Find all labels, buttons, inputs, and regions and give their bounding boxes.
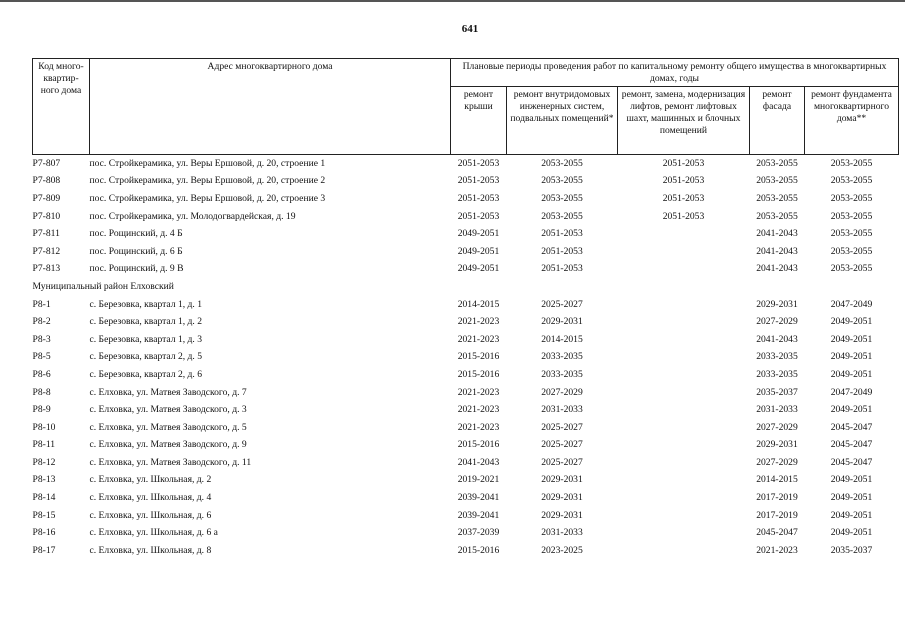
engineering-period: 2033-2035	[541, 351, 583, 363]
facade-period: 2027-2029	[756, 316, 798, 328]
foundation-period: 2053-2055	[830, 192, 873, 204]
house-code: Р8-15	[32, 509, 56, 521]
engineering-period: 2025-2027	[541, 439, 583, 451]
facade-period: 2031-2033	[756, 404, 798, 416]
house-address: с. Елховка, ул. Матвея Заводского, д. 7	[89, 386, 247, 398]
lifts-period	[618, 472, 750, 490]
roof-period: 2015-2016	[457, 368, 500, 380]
header-lifts: ремонт, замена, модернизация лифтов, ремонт лифтовых шахт, машинных и блочных помещений	[618, 87, 750, 155]
roof-period: 2021-2023	[457, 421, 500, 433]
house-address: пос. Рощинский, д. 6 Б	[89, 245, 183, 257]
engineering-period: 2053-2055	[541, 210, 583, 222]
house-code: Р8-13	[32, 474, 56, 486]
house-address: с. Елховка, ул. Матвея Заводского, д. 9	[89, 439, 247, 451]
foundation-period: 2035-2037	[830, 544, 873, 556]
house-code: Р8-10	[32, 421, 56, 433]
header-roof: ремонт крыши	[451, 87, 507, 155]
engineering-period: 2031-2033	[541, 527, 583, 539]
house-code: Р8-17	[32, 544, 56, 556]
house-address: с. Елховка, ул. Матвея Заводского, д. 3	[89, 404, 247, 416]
foundation-period: 2045-2047	[830, 456, 873, 468]
house-code: Р7-812	[32, 245, 61, 257]
table-row	[33, 524, 899, 542]
engineering-period: 2029-2031	[541, 316, 583, 328]
foundation-period: 2049-2051	[830, 316, 873, 328]
house-code: Р8-12	[32, 456, 56, 468]
house-code: Р8-6	[32, 368, 51, 380]
lifts-period	[618, 366, 750, 384]
table-row	[33, 472, 899, 490]
house-address: с. Елховка, ул. Школьная, д. 6	[89, 509, 212, 521]
roof-period: 2021-2023	[457, 316, 500, 328]
lifts-period	[618, 489, 750, 507]
house-code: Р8-14	[32, 492, 56, 504]
roof-period: 2051-2053	[457, 157, 500, 169]
house-address: с. Березовка, квартал 2, д. 6	[89, 368, 203, 380]
house-address: с. Елховка, ул. Школьная, д. 4	[89, 492, 212, 504]
engineering-period: 2053-2055	[541, 157, 583, 169]
foundation-period: 2049-2051	[830, 474, 873, 486]
engineering-period: 2025-2027	[541, 298, 583, 310]
table-row	[33, 225, 899, 243]
house-address: с. Елховка, ул. Школьная, д. 6 а	[89, 527, 218, 539]
foundation-period: 2049-2051	[830, 527, 873, 539]
house-address: с. Елховка, ул. Матвея Заводского, д. 5	[89, 421, 247, 433]
roof-period: 2049-2051	[457, 228, 500, 240]
header-periods: Плановые периоды проведения работ по капитальному ремонту общего имущества в многоквартирных домах, годы	[451, 59, 899, 87]
table-row	[33, 173, 899, 191]
roof-period: 2021-2023	[457, 404, 500, 416]
roof-period: 2041-2043	[457, 456, 500, 468]
house-address: пос. Стройкерамика, ул. Веры Ершовой, д. 20, строение 1	[89, 157, 326, 169]
roof-period: 2015-2016	[457, 351, 500, 363]
header-foundation: ремонт фундамента многоквартирного дома**	[805, 87, 899, 155]
table-row	[33, 155, 899, 173]
facade-period: 2041-2043	[756, 263, 798, 275]
foundation-period: 2047-2049	[830, 298, 873, 310]
foundation-period: 2049-2051	[830, 492, 873, 504]
roof-period: 2051-2053	[457, 175, 500, 187]
lifts-period	[618, 401, 750, 419]
foundation-period: 2049-2051	[830, 368, 873, 380]
house-address: пос. Рощинский, д. 9 В	[89, 263, 184, 275]
lifts-period: 2051-2053	[662, 175, 705, 187]
house-code: Р8-3	[32, 333, 51, 345]
lifts-period	[618, 384, 750, 402]
header-code: Код много-квартир-ного дома	[33, 59, 90, 155]
table-row	[33, 401, 899, 419]
house-code: Р7-810	[32, 210, 61, 222]
facade-period: 2053-2055	[756, 175, 798, 187]
table-row	[33, 349, 899, 367]
facade-period: 2041-2043	[756, 333, 798, 345]
lifts-period	[618, 524, 750, 542]
engineering-period: 2025-2027	[541, 421, 583, 433]
facade-period: 2033-2035	[756, 368, 798, 380]
table-row	[33, 243, 899, 261]
facade-period: 2053-2055	[756, 157, 798, 169]
lifts-period	[618, 454, 750, 472]
table-row	[33, 542, 899, 560]
table-row	[33, 296, 899, 314]
foundation-period: 2053-2055	[830, 263, 873, 275]
house-code: Р7-807	[32, 157, 61, 169]
engineering-period: 2014-2015	[541, 333, 583, 345]
table-row	[33, 454, 899, 472]
lifts-period	[618, 419, 750, 437]
roof-period: 2049-2051	[457, 245, 500, 257]
header-engineering: ремонт внутридомовых инженерных систем, подвальных помещений*	[507, 87, 618, 155]
roof-period: 2039-2041	[457, 492, 500, 504]
house-code: Р7-808	[32, 175, 61, 187]
lifts-period	[618, 243, 750, 261]
engineering-period: 2053-2055	[541, 175, 583, 187]
foundation-period: 2053-2055	[830, 210, 873, 222]
lifts-period	[618, 261, 750, 279]
house-address: с. Березовка, квартал 1, д. 2	[89, 316, 203, 328]
facade-period: 2041-2043	[756, 228, 798, 240]
lifts-period: 2051-2053	[662, 192, 705, 204]
roof-period: 2039-2041	[457, 509, 500, 521]
roof-period: 2049-2051	[457, 263, 500, 275]
foundation-period: 2049-2051	[830, 333, 873, 345]
table-row	[33, 313, 899, 331]
roof-period: 2019-2021	[457, 474, 500, 486]
repair-schedule-table	[32, 58, 899, 560]
table-row	[33, 208, 899, 226]
table-row	[33, 507, 899, 525]
lifts-period	[618, 542, 750, 560]
facade-period: 2029-2031	[756, 439, 798, 451]
header-facade: ремонт фасада	[750, 87, 805, 155]
division-name: Муниципальный район Елховский	[32, 280, 174, 292]
engineering-period: 2031-2033	[541, 404, 583, 416]
table-row	[33, 261, 899, 279]
facade-period: 2053-2055	[756, 210, 798, 222]
engineering-period: 2051-2053	[541, 228, 583, 240]
foundation-period: 2053-2055	[830, 175, 873, 187]
house-address: с. Елховка, ул. Школьная, д. 2	[89, 474, 212, 486]
engineering-period: 2025-2027	[541, 456, 583, 468]
table-row	[33, 190, 899, 208]
facade-period: 2033-2035	[756, 351, 798, 363]
house-code: Р8-11	[32, 439, 56, 451]
house-code: Р8-8	[32, 386, 51, 398]
foundation-period: 2047-2049	[830, 386, 873, 398]
table-row	[33, 331, 899, 349]
house-code: Р8-2	[32, 316, 51, 328]
lifts-period: 2051-2053	[662, 210, 705, 222]
roof-period: 2015-2016	[457, 439, 500, 451]
house-code: Р8-16	[32, 527, 56, 539]
roof-period: 2021-2023	[457, 333, 500, 345]
foundation-period: 2053-2055	[830, 157, 873, 169]
page-number: 641	[461, 23, 479, 35]
foundation-period: 2049-2051	[830, 351, 873, 363]
top-rule	[0, 0, 905, 2]
facade-period: 2021-2023	[756, 544, 798, 556]
house-address: с. Елховка, ул. Матвея Заводского, д. 11	[89, 456, 252, 468]
roof-period: 2021-2023	[457, 386, 500, 398]
facade-period: 2029-2031	[756, 298, 798, 310]
house-code: Р7-809	[32, 192, 61, 204]
house-address: пос. Рощинский, д. 4 Б	[89, 228, 183, 240]
house-code: Р7-811	[32, 228, 60, 240]
lifts-period	[618, 313, 750, 331]
house-code: Р8-5	[32, 351, 51, 363]
lifts-period	[618, 507, 750, 525]
table-row	[33, 366, 899, 384]
engineering-period: 2033-2035	[541, 368, 583, 380]
lifts-period	[618, 331, 750, 349]
lifts-period: 2051-2053	[662, 157, 705, 169]
engineering-period: 2023-2025	[541, 544, 583, 556]
engineering-period: 2053-2055	[541, 192, 583, 204]
foundation-period: 2053-2055	[830, 245, 873, 257]
foundation-period: 2049-2051	[830, 509, 873, 521]
foundation-period: 2053-2055	[830, 228, 873, 240]
facade-period: 2027-2029	[756, 456, 798, 468]
roof-period: 2037-2039	[457, 527, 500, 539]
house-address: с. Елховка, ул. Школьная, д. 8	[89, 544, 212, 556]
facade-period: 2035-2037	[756, 386, 798, 398]
roof-period: 2051-2053	[457, 210, 500, 222]
house-code: Р8-1	[32, 298, 51, 310]
header-address: Адрес многоквартирного дома	[90, 59, 451, 155]
facade-period: 2017-2019	[756, 492, 798, 504]
house-code: Р8-9	[32, 404, 51, 416]
foundation-period: 2045-2047	[830, 421, 873, 433]
facade-period: 2014-2015	[756, 474, 798, 486]
engineering-period: 2051-2053	[541, 263, 583, 275]
foundation-period: 2045-2047	[830, 439, 873, 451]
lifts-period	[618, 437, 750, 455]
facade-period: 2027-2029	[756, 421, 798, 433]
engineering-period: 2029-2031	[541, 509, 583, 521]
table-row	[33, 419, 899, 437]
lifts-period	[618, 296, 750, 314]
engineering-period: 2051-2053	[541, 245, 583, 257]
table-header	[33, 59, 899, 155]
lifts-period	[618, 225, 750, 243]
table-row	[33, 437, 899, 455]
foundation-period: 2049-2051	[830, 404, 873, 416]
roof-period: 2014-2015	[457, 298, 500, 310]
house-code: Р7-813	[32, 263, 61, 275]
roof-period: 2051-2053	[457, 192, 500, 204]
roof-period: 2015-2016	[457, 544, 500, 556]
facade-period: 2045-2047	[756, 527, 798, 539]
house-address: с. Березовка, квартал 2, д. 5	[89, 351, 203, 363]
house-address: пос. Стройкерамика, ул. Веры Ершовой, д. 20, строение 2	[89, 175, 326, 187]
facade-period: 2053-2055	[756, 192, 798, 204]
facade-period: 2041-2043	[756, 245, 798, 257]
facade-period: 2017-2019	[756, 509, 798, 521]
engineering-period: 2027-2029	[541, 386, 583, 398]
house-address: с. Березовка, квартал 1, д. 1	[89, 298, 203, 310]
table-row	[33, 384, 899, 402]
table-body	[33, 155, 899, 560]
lifts-period	[618, 349, 750, 367]
house-address: пос. Стройкерамика, ул. Молодогвардейская, д. 19	[89, 210, 296, 222]
house-address: пос. Стройкерамика, ул. Веры Ершовой, д. 20, строение 3	[89, 192, 326, 204]
engineering-period: 2029-2031	[541, 474, 583, 486]
table-row	[33, 489, 899, 507]
house-address: с. Березовка, квартал 1, д. 3	[89, 333, 203, 345]
engineering-period: 2029-2031	[541, 492, 583, 504]
division-row	[33, 278, 899, 296]
